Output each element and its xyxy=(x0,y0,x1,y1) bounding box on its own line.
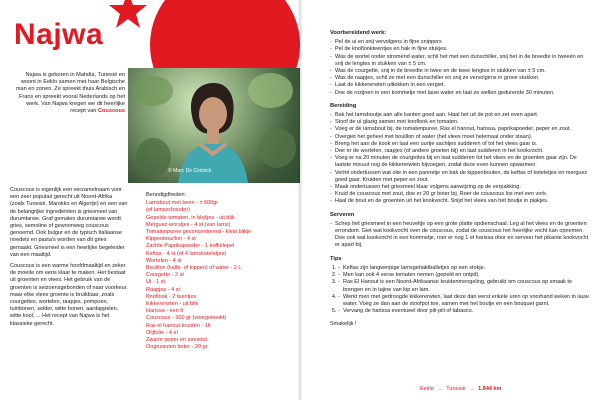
list-item: - Kruid de couscous met zout, doe er 20 gr boter bij. Roer de couscous los met een vork. xyxy=(330,191,592,198)
tips-heading: Tips xyxy=(330,255,342,262)
list-item: - Was de raapjes, schil ze met een dunschiller en snij ze vervolgens in grove stukken. xyxy=(330,75,592,82)
intro-highlight: Couscous xyxy=(97,108,125,115)
list-item: - Maak ondertussen het griesmeel klaar volgens aanwijzing op de verpakking. xyxy=(330,184,592,191)
serveren-list xyxy=(330,221,592,250)
ingredients-heading: Benodigdheden: xyxy=(146,192,187,198)
ingredient-item: Raapjes - 4 st xyxy=(146,286,180,293)
voorbereidend-list xyxy=(330,39,592,97)
closing-text: Smakelijk ! xyxy=(330,321,357,328)
ingredient-item: Kippenbouillon - 4 st xyxy=(146,236,196,243)
ingredient-item: Ras el hanout-kruiden - 1tl xyxy=(146,322,211,329)
list-item: - Stoof de ui glazig samen met knoflook en tomaten. xyxy=(330,119,592,126)
tip-item: - 3. Ras El Hanout is een Noord-Afrikaanse kruidenmengeling, gebruikt om couscous op smaak te brengen en in tajine van kip en lam. xyxy=(338,279,592,293)
ingredient-item: Couscous - 300 gr (voorgekookt) xyxy=(146,315,227,322)
ingredient-item: Merguez-worstjes - 4 st (van lams) xyxy=(146,221,231,228)
right-page xyxy=(300,0,600,400)
list-item: - Breng het aan de kook en laat een uurtje sachtjes sudderen of tot het vlees gaar is. xyxy=(330,141,592,148)
list-item: - Doe er de wortelen, raapjes (of andere groeten bij) en laat sudderen in het kookvocht. xyxy=(330,148,592,155)
list-item: - Laat de kikkererwten uitlekken in een vergiet. xyxy=(330,82,592,89)
ingredient-item: Knoflook - 2 teentjes xyxy=(146,293,197,300)
ingredient-item: Ongezouten boter - 20 gr xyxy=(146,344,208,351)
serveren-heading: Serveren xyxy=(330,211,355,218)
body-text xyxy=(10,187,128,332)
bereiding-heading: Bereiding xyxy=(330,102,357,109)
ingredient-item: Zwarte peper en zeezout xyxy=(146,337,207,344)
ingredient-item: Zachte Paprikapoeder - 1 koffielepel xyxy=(146,243,235,250)
page-gutter xyxy=(298,0,302,400)
ingredient-item: Tomatenpuree geconcentreerd - klein blikje xyxy=(146,229,252,236)
tip-item: - 2. Men kan ook 4 verse tomaten nemen (gepeld en ontpit) xyxy=(338,272,592,279)
list-item: - Pel de knoflookteentjes en hak in fijne stukjes. xyxy=(330,46,592,53)
list-item: - Schep het griesmeel in een heuveltje op een grote platte opdienschaal. Leg al het vlees en de groenten errondom. Giet wat kookvocht over de couscous, zodat de couscous het heerlijke vocht kan opnemen. Doe ook wat kookvocht in een kommetje, roer er nog 1 el harissa door en serveer het pikante kookvocht er apart bij. xyxy=(330,221,592,250)
ingredient-item: Ui - 1 st xyxy=(146,279,165,286)
tip-item: - 1. Keftas zijn langwerpige lamsgehaktballetjes op een stokje. xyxy=(338,265,592,272)
footer-route xyxy=(420,386,501,392)
bereiding-list xyxy=(330,112,592,206)
ingredient-item: (of lamsschouder) xyxy=(146,207,191,214)
list-item: - Verhit ondertussen wat olie in een pannetje en bak de kippenbouten, de keftas of koteletjes en merguez goed gaar. Kruiden met peper en zout. xyxy=(330,170,592,184)
arrow-right-icon: → xyxy=(469,386,475,392)
footer-distance: 1.844 km xyxy=(478,386,502,392)
page-title: Najwa xyxy=(14,18,104,51)
footer-from: Eeklo xyxy=(420,386,434,392)
ingredient-item: Lamsbout met been - ± 600gr xyxy=(146,200,219,207)
list-item: - Pel de ui en snij vervolgens in fijne snippers xyxy=(330,39,592,46)
ingredients-list xyxy=(146,192,286,351)
intro-body: Najwa is geboren in Mahdia, Tunesië en woont in Eeklo samen met haar Belgische man en zonen. Ze spreekt thuis Arabisch en Frans en spreekt vooral Nederlands op het werk. Van Najwa kregen we dit heerlijke recept van xyxy=(15,72,125,115)
ingredient-item: Bouillon (kalfs- of kippen) of water - 2 L xyxy=(146,265,242,272)
ingredient-item: Courgette - 2 st xyxy=(146,272,184,279)
portrait-photo xyxy=(128,68,300,183)
list-item: - Voeg er na 20 minuten de courgettes bij en laat sudderen tot het vlees en de groenten gaar zijn. De laatste minuut nog de kikkererwten bijvoegen, zodat deze even kunnen opwarmen. xyxy=(330,155,592,169)
photo-credit: © Marc De Coninck xyxy=(168,168,212,174)
list-item: - Overgiet het geheel met bouillon of water (het vlees moet helemaal onder staan). xyxy=(330,134,592,141)
ingredient-item: Olijfolie - 4 el xyxy=(146,329,178,336)
ingredient-item: Gepelde tomaten, in blokjes - uit blik xyxy=(146,214,235,221)
ingredient-item: Wortelen - 4 st xyxy=(146,257,182,264)
list-item: - Voeg er de lamsbout bij, de tomatenpuree, Ras el hanout, harissa, paprikapoeder, peper en zout. xyxy=(330,126,592,133)
intro-text xyxy=(10,72,125,115)
ingredient-item: Kikkererwten - uit blik xyxy=(146,301,199,308)
tip-item: - 4. Werkt men met gedroogde kikkererwten, laat deze dan eerst enkele uren op voorhand weken in lauw water. Voeg ze dan aan de stoofpot toe, samen met het boutje en een bouquet garni. xyxy=(338,294,592,308)
tips-list xyxy=(330,265,592,315)
list-item: - Haal de bout en de groenten uit het kookvocht. Snijd het vlees van het boutje in plakjes. xyxy=(330,198,592,205)
list-item: - Bak het lamsboutje aan alle kanten goed aan. Haal het uit de pot en zet even apart. xyxy=(330,112,592,119)
list-item: - Was de courgette, snij in de breedte in twee en de twee lengtes in stukken van ± 5 cm. xyxy=(330,68,592,75)
ingredients-items xyxy=(146,200,286,351)
footer-to: Tunesië xyxy=(446,386,466,392)
ingredient-item: Keftas - 4 st (of 4 lamskoteletjes) xyxy=(146,250,227,257)
tip-item: - 5. Vervang de harissa eventueel door pili-pili of tabasco. xyxy=(338,308,592,315)
body-paragraph-1: Couscous is eigenlijk een verzamelnaam voor een zeer populair gerecht uit Noord-Afrika (zoals Tunesië, Marokko en Algerije) en een van de belangrijke ingrediënten is griesmeel van durumtarwe. Graf gemalen durumtarwe wordt gries, semoline of gewoonweg couscous genoemd. Ook bulgur en de typisch Italiaanse noedels en pasta's worden van dit gries gemaakt. Griesmeel is een heerlijke begeleider van een maaltijd. xyxy=(10,187,128,258)
body-paragraph-2: Couscous is een warme hoofdmaaltijd en zeker de moeite om eens klaar te maken. Het bestaat uit groenten en vlees. Het gebruik van de groenten is seizoensgebonden of naar voorkeur, maar elke vlees groente is bruikbaar, zoals courgettes, wortelen, raapjes, pompoen, tuinbonen, selder, witte bonen, aardappelen, witte kool, ... Het recept van Najwa is het klassieke gerecht. xyxy=(10,263,128,327)
star-icon xyxy=(108,0,148,30)
list-item: - Was de wortel onder stromend water, schil het met een dunschiller, snij het in de breedte in tweeën en snij de lengtes in stukken van ± 5 cm. xyxy=(330,54,592,68)
arrow-right-icon: → xyxy=(437,386,443,392)
recipe-steps xyxy=(330,30,592,329)
voorbereidend-heading: Voorbereidend werk: xyxy=(330,30,387,36)
list-item: - Doe de rozijnen in een kommetje met lauw water en laat ze wellen gedurende 30 minuten. xyxy=(330,90,592,97)
ingredient-item: Harissa - een tl xyxy=(146,308,183,315)
